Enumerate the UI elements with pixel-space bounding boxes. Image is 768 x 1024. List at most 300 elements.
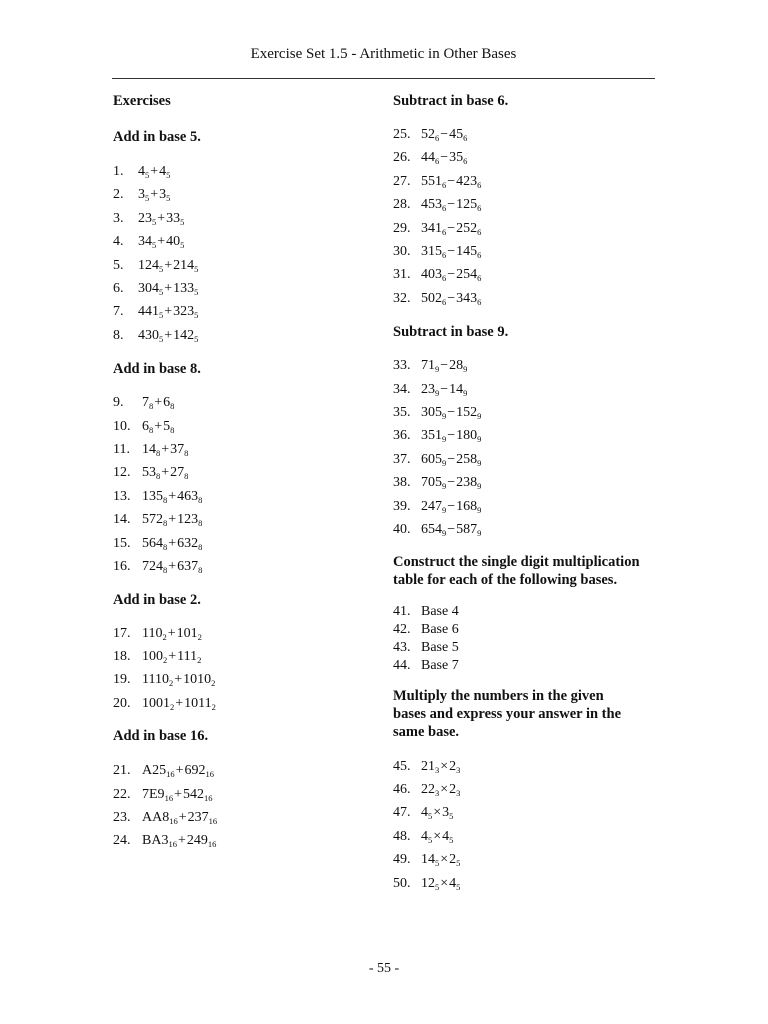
operator: +	[168, 535, 177, 551]
exercise-item	[393, 287, 663, 310]
operand-b: 423	[456, 173, 478, 189]
operand-b: 4	[159, 164, 167, 179]
operand-b: 1010	[183, 672, 212, 688]
operator: −	[447, 267, 456, 283]
exercise-item	[113, 783, 383, 806]
exercise-number: 26.	[393, 150, 411, 166]
exercise-expression	[421, 354, 467, 377]
operand-b: 142	[173, 327, 195, 343]
exercise-item	[113, 277, 383, 300]
base-subscript-b: 2	[197, 654, 202, 665]
exercise-expression	[142, 622, 202, 645]
exercise-number: 5.	[113, 257, 124, 273]
left-column	[113, 92, 383, 853]
operand-a: A25	[142, 763, 167, 779]
operand-a: 502	[421, 290, 442, 306]
operand-b: 37	[170, 442, 185, 458]
operand-a: 724	[142, 559, 163, 575]
exercise-item	[113, 508, 383, 531]
base-subscript-b: 9	[477, 434, 482, 445]
base-subscript-b: 8	[198, 565, 203, 576]
operand-a: 23	[138, 210, 152, 226]
exercise-expression	[138, 277, 198, 300]
exercise-item	[113, 692, 383, 715]
operand-a: 21	[421, 758, 435, 774]
operand-b: 237	[187, 809, 209, 825]
operator: −	[440, 127, 449, 142]
base-subscript-b: 6	[477, 226, 482, 237]
exercise-item	[393, 378, 663, 401]
exercise-number: 38.	[393, 475, 411, 491]
base-subscript-b: 5	[194, 287, 199, 298]
operator: +	[175, 763, 184, 779]
operand-a: 1110	[142, 672, 169, 688]
operand-a: 572	[142, 512, 163, 528]
operand-b: 35	[449, 150, 464, 166]
exercise-number: 45.	[393, 758, 411, 774]
operand-b: 40	[166, 234, 181, 250]
operand-b: 637	[177, 559, 199, 575]
exercises-label: Exercises	[113, 93, 171, 109]
exercise-item	[113, 668, 383, 691]
operand-b: 152	[456, 405, 478, 421]
exercise-number: 34.	[393, 381, 411, 397]
operand-a: 315	[421, 244, 442, 260]
operator: −	[440, 358, 449, 374]
operand-b: 214	[173, 257, 195, 273]
exercise-text: Base 4	[421, 603, 459, 619]
operand-b: 238	[456, 475, 478, 491]
exercise-expression	[421, 240, 481, 263]
operand-a: 124	[138, 257, 159, 273]
base-subscript-b: 8	[198, 541, 203, 552]
operator: +	[168, 512, 177, 528]
base-subscript-a: 6	[442, 273, 447, 284]
operand-a: 44	[421, 150, 435, 166]
operand-b: 2	[449, 758, 457, 774]
exercise-number: 18.	[113, 648, 131, 664]
exercise-number: 8.	[113, 327, 124, 343]
operator: +	[161, 465, 170, 481]
base-subscript-a: 5	[145, 170, 150, 180]
base-subscript-b: 5	[180, 216, 185, 227]
exercise-expression	[142, 532, 202, 555]
operand-b: 542	[182, 786, 204, 802]
base-subscript-b: 5	[456, 881, 461, 892]
operand-b: 145	[456, 244, 478, 260]
exercise-item	[113, 645, 383, 668]
base-subscript-a: 16	[166, 769, 175, 780]
operator: +	[178, 809, 187, 825]
base-subscript-b: 9	[463, 364, 468, 375]
exercise-item	[113, 254, 383, 277]
exercise-number: 17.	[113, 625, 131, 641]
exercise-expression	[142, 438, 188, 461]
exercise-item	[393, 217, 663, 240]
operator: ×	[440, 875, 449, 891]
operator: −	[447, 475, 456, 491]
exercise-number: 16.	[113, 559, 131, 575]
base-subscript-a: 6	[442, 226, 447, 237]
operand-a: 305	[421, 405, 442, 421]
operator: +	[174, 786, 182, 802]
operand-b: 4	[449, 875, 457, 891]
exercise-item	[113, 461, 383, 484]
base-subscript-b: 6	[463, 133, 468, 143]
operand-a: 1001	[142, 695, 170, 711]
base-subscript-b: 5	[166, 193, 171, 204]
base-subscript-b: 16	[208, 815, 218, 826]
exercise-section	[113, 727, 383, 853]
exercise-item	[393, 848, 663, 871]
exercise-section	[393, 323, 663, 541]
exercise-expression	[421, 755, 460, 778]
exercise-expression	[138, 254, 198, 277]
exercise-expression	[142, 555, 202, 578]
operator: +	[157, 234, 166, 250]
exercise-item	[393, 657, 663, 675]
exercise-expression	[421, 872, 460, 895]
operand-b: 343	[456, 290, 478, 306]
base-subscript-a: 9	[435, 364, 440, 375]
exercise-expression	[421, 801, 453, 824]
base-subscript-a: 6	[435, 156, 440, 167]
base-subscript-b: 6	[477, 203, 482, 214]
base-subscript-a: 5	[159, 263, 164, 274]
exercise-text: Base 5	[421, 639, 459, 655]
exercise-number: 47.	[393, 805, 411, 821]
exercise-number: 50.	[393, 875, 411, 891]
operand-b: 101	[176, 625, 198, 641]
base-subscript-a: 16	[169, 815, 178, 826]
operator: −	[440, 381, 449, 397]
base-subscript-b: 6	[477, 179, 482, 190]
operand-a: 551	[421, 173, 442, 189]
base-subscript-a: 9	[435, 387, 440, 398]
exercise-item	[113, 438, 383, 461]
exercise-expression	[421, 401, 481, 424]
exercise-item	[113, 806, 383, 829]
base-subscript-a: 9	[442, 528, 447, 539]
base-subscript-a: 6	[442, 250, 447, 261]
operand-a: 22	[421, 781, 435, 797]
operand-b: 45	[449, 127, 464, 142]
exercise-number: 49.	[393, 852, 411, 868]
exercise-number: 43.	[393, 639, 411, 655]
operator: +	[168, 488, 177, 504]
base-subscript-b: 5	[456, 858, 461, 869]
page-number: - 55 -	[368, 961, 400, 976]
base-subscript-b: 9	[477, 411, 482, 422]
operand-b: 1011	[184, 695, 212, 711]
base-subscript-a: 8	[163, 565, 168, 576]
exercise-item	[393, 263, 663, 286]
operand-b: 125	[456, 197, 478, 213]
operator: +	[154, 395, 163, 411]
exercise-item	[113, 622, 383, 645]
operand-b: 258	[456, 451, 478, 467]
exercise-number: 32.	[393, 290, 411, 306]
operand-b: 168	[456, 498, 478, 514]
base-subscript-a: 3	[435, 787, 440, 798]
exercise-item	[113, 160, 383, 183]
exercise-expression	[421, 848, 460, 871]
right-column	[393, 92, 663, 895]
operand-a: 110	[142, 625, 163, 641]
operand-b: 123	[177, 512, 199, 528]
section-heading: Multiply the numbers in the given bases and express your answer in the same base.	[393, 687, 622, 740]
exercise-number: 22.	[113, 786, 131, 802]
base-subscript-b: 6	[477, 250, 482, 261]
exercise-section	[393, 687, 663, 895]
header-rule	[112, 78, 655, 79]
operator: +	[168, 559, 177, 575]
operand-a: 52	[421, 127, 435, 142]
operator: ×	[440, 852, 449, 868]
exercise-expression	[142, 668, 215, 691]
exercise-expression	[142, 391, 174, 414]
exercise-expression	[421, 170, 481, 193]
exercise-item	[393, 146, 663, 169]
base-subscript-b: 8	[184, 448, 189, 459]
exercise-number: 20.	[113, 695, 131, 711]
exercise-number: 30.	[393, 244, 411, 260]
operand-a: 403	[421, 267, 442, 283]
exercise-expression	[421, 378, 467, 401]
operand-a: 430	[138, 327, 159, 343]
operand-a: AA8	[142, 809, 170, 825]
base-subscript-a: 8	[163, 494, 168, 505]
operand-a: 12	[421, 875, 435, 891]
operator: −	[447, 290, 456, 306]
operand-b: 3	[159, 187, 167, 203]
operand-b: 28	[449, 358, 464, 374]
exercise-section	[113, 360, 383, 578]
exercise-expression	[421, 217, 481, 240]
exercise-expression	[421, 471, 481, 494]
exercise-item	[113, 391, 383, 414]
operand-a: 6	[142, 418, 149, 434]
operand-a: 4	[138, 164, 145, 179]
exercise-item	[113, 415, 383, 438]
page-header-title: Exercise Set 1.5 - Arithmetic in Other Bases	[250, 46, 517, 62]
exercise-item	[393, 193, 663, 216]
exercise-item	[113, 230, 383, 253]
operand-b: 180	[456, 428, 478, 444]
section-heading: Add in base 5.	[113, 129, 201, 145]
operator: +	[157, 210, 166, 226]
operator: −	[447, 522, 456, 538]
exercise-number: 41.	[393, 603, 411, 619]
exercise-number: 12.	[113, 465, 131, 481]
base-subscript-a: 5	[435, 881, 440, 892]
exercise-item	[393, 170, 663, 193]
exercise-number: 35.	[393, 405, 411, 421]
exercise-expression	[138, 183, 170, 206]
exercise-expression	[421, 825, 453, 848]
operand-b: 27	[170, 465, 185, 481]
base-subscript-a: 9	[442, 504, 447, 515]
base-subscript-b: 6	[477, 273, 482, 284]
base-subscript-b: 16	[203, 792, 213, 803]
exercise-item	[393, 825, 663, 848]
exercise-expression	[421, 146, 467, 169]
operator: −	[447, 405, 456, 421]
base-subscript-a: 2	[170, 701, 175, 712]
base-subscript-a: 5	[428, 834, 433, 845]
operand-a: 34	[138, 234, 152, 250]
exercise-item	[393, 872, 663, 895]
exercise-expression	[138, 324, 198, 347]
exercise-number: 21.	[113, 763, 131, 779]
base-subscript-b: 5	[449, 811, 454, 822]
operand-a: 441	[138, 304, 159, 320]
operator: −	[447, 428, 456, 444]
base-subscript-a: 8	[156, 471, 161, 482]
base-subscript-b: 2	[211, 678, 216, 689]
exercise-expression	[138, 230, 184, 253]
exercise-item	[393, 354, 663, 377]
operand-a: 4	[421, 828, 428, 844]
exercise-expression	[142, 759, 214, 782]
operand-a: 341	[421, 220, 442, 236]
base-subscript-a: 2	[162, 631, 167, 642]
exercise-text: Base 6	[421, 621, 459, 637]
exercise-item	[113, 829, 383, 852]
exercise-expression	[421, 193, 481, 216]
exercise-expression	[142, 485, 202, 508]
operator: −	[440, 150, 449, 166]
exercise-expression	[421, 518, 481, 541]
exercise-expression	[421, 263, 481, 286]
exercise-item	[113, 532, 383, 555]
exercise-number: 46.	[393, 781, 411, 797]
base-subscript-b: 5	[166, 170, 171, 180]
exercise-number: 42.	[393, 621, 411, 637]
exercise-expression	[421, 778, 460, 801]
operator: +	[150, 187, 159, 203]
exercise-number: 24.	[113, 833, 131, 849]
exercise-item	[393, 240, 663, 263]
base-subscript-b: 9	[463, 387, 468, 398]
exercise-expression	[142, 692, 216, 715]
base-subscript-b: 9	[477, 504, 482, 515]
exercise-expression	[142, 783, 212, 806]
exercise-number: 33.	[393, 358, 411, 374]
operand-b: 33	[166, 210, 181, 226]
base-subscript-b: 6	[463, 156, 468, 167]
operand-a: 304	[138, 281, 159, 297]
section-heading: Subtract in base 6.	[393, 93, 509, 109]
operand-a: 705	[421, 475, 442, 491]
operand-a: 351	[421, 428, 442, 444]
exercise-number: 15.	[113, 535, 131, 551]
operator: +	[164, 257, 173, 273]
base-subscript-a: 16	[168, 839, 177, 850]
base-subscript-a: 2	[168, 678, 174, 689]
operator: −	[447, 244, 456, 260]
base-subscript-b: 8	[170, 424, 175, 435]
operator: +	[150, 164, 159, 179]
operand-a: 53	[142, 465, 156, 481]
operand-b: 249	[186, 833, 208, 849]
section-heading: Add in base 16.	[113, 728, 209, 745]
exercise-item	[113, 485, 383, 508]
exercise-section	[113, 128, 383, 347]
operand-a: 100	[142, 648, 163, 664]
base-subscript-a: 8	[149, 424, 154, 435]
exercise-item	[393, 639, 663, 657]
exercise-expression	[421, 287, 481, 310]
base-subscript-b: 2	[211, 701, 216, 712]
exercise-number: 9.	[113, 395, 124, 411]
exercise-number: 29.	[393, 220, 411, 236]
base-subscript-a: 8	[156, 448, 161, 459]
operand-b: 692	[184, 763, 206, 779]
operand-a: 14	[421, 852, 435, 868]
operator: ×	[433, 805, 442, 821]
base-subscript-a: 5	[145, 193, 150, 204]
base-subscript-b: 8	[170, 401, 175, 412]
base-subscript-b: 2	[197, 631, 202, 642]
exercise-number: 1.	[113, 164, 124, 179]
operand-a: 453	[421, 197, 442, 213]
exercise-expression	[421, 424, 481, 447]
exercise-expression	[421, 123, 467, 146]
exercise-expression	[142, 461, 188, 484]
operand-b: 4	[442, 828, 450, 844]
operand-b: 3	[442, 805, 450, 821]
base-subscript-a: 5	[159, 287, 164, 298]
section-heading: Add in base 2.	[113, 591, 201, 608]
operand-b: 587	[456, 522, 478, 538]
exercise-item	[393, 123, 663, 146]
base-subscript-a: 5	[435, 858, 440, 869]
operator: +	[174, 672, 183, 688]
exercise-item	[113, 324, 383, 347]
operand-a: 7E9	[142, 786, 165, 802]
base-subscript-a: 6	[435, 133, 440, 143]
exercise-expression	[421, 448, 481, 471]
operand-b: 6	[163, 395, 171, 411]
exercise-item	[113, 207, 383, 230]
exercise-item	[393, 778, 663, 801]
exercise-section	[393, 553, 663, 675]
base-subscript-b: 5	[449, 834, 454, 845]
operand-a: 654	[421, 522, 442, 538]
exercise-item	[393, 755, 663, 778]
exercise-expression	[142, 415, 174, 438]
exercise-number: 48.	[393, 828, 411, 844]
exercise-number: 10.	[113, 418, 131, 434]
operand-b: 463	[177, 488, 199, 504]
base-subscript-b: 8	[184, 471, 189, 482]
exercise-expression	[138, 207, 184, 230]
base-subscript-b: 5	[194, 263, 199, 274]
operand-b: 111	[177, 648, 198, 664]
exercise-number: 23.	[113, 809, 131, 825]
exercise-item	[393, 518, 663, 541]
section-heading: Construct the single digit multiplication table for each of the following bases.	[393, 553, 640, 588]
exercise-item	[113, 555, 383, 578]
operand-a: 247	[421, 498, 442, 514]
base-subscript-a: 6	[442, 203, 447, 214]
base-subscript-a: 5	[152, 240, 157, 251]
operand-b: 2	[449, 781, 457, 797]
base-subscript-b: 9	[477, 528, 482, 539]
operand-b: 2	[449, 852, 457, 868]
base-subscript-a: 5	[159, 333, 164, 344]
